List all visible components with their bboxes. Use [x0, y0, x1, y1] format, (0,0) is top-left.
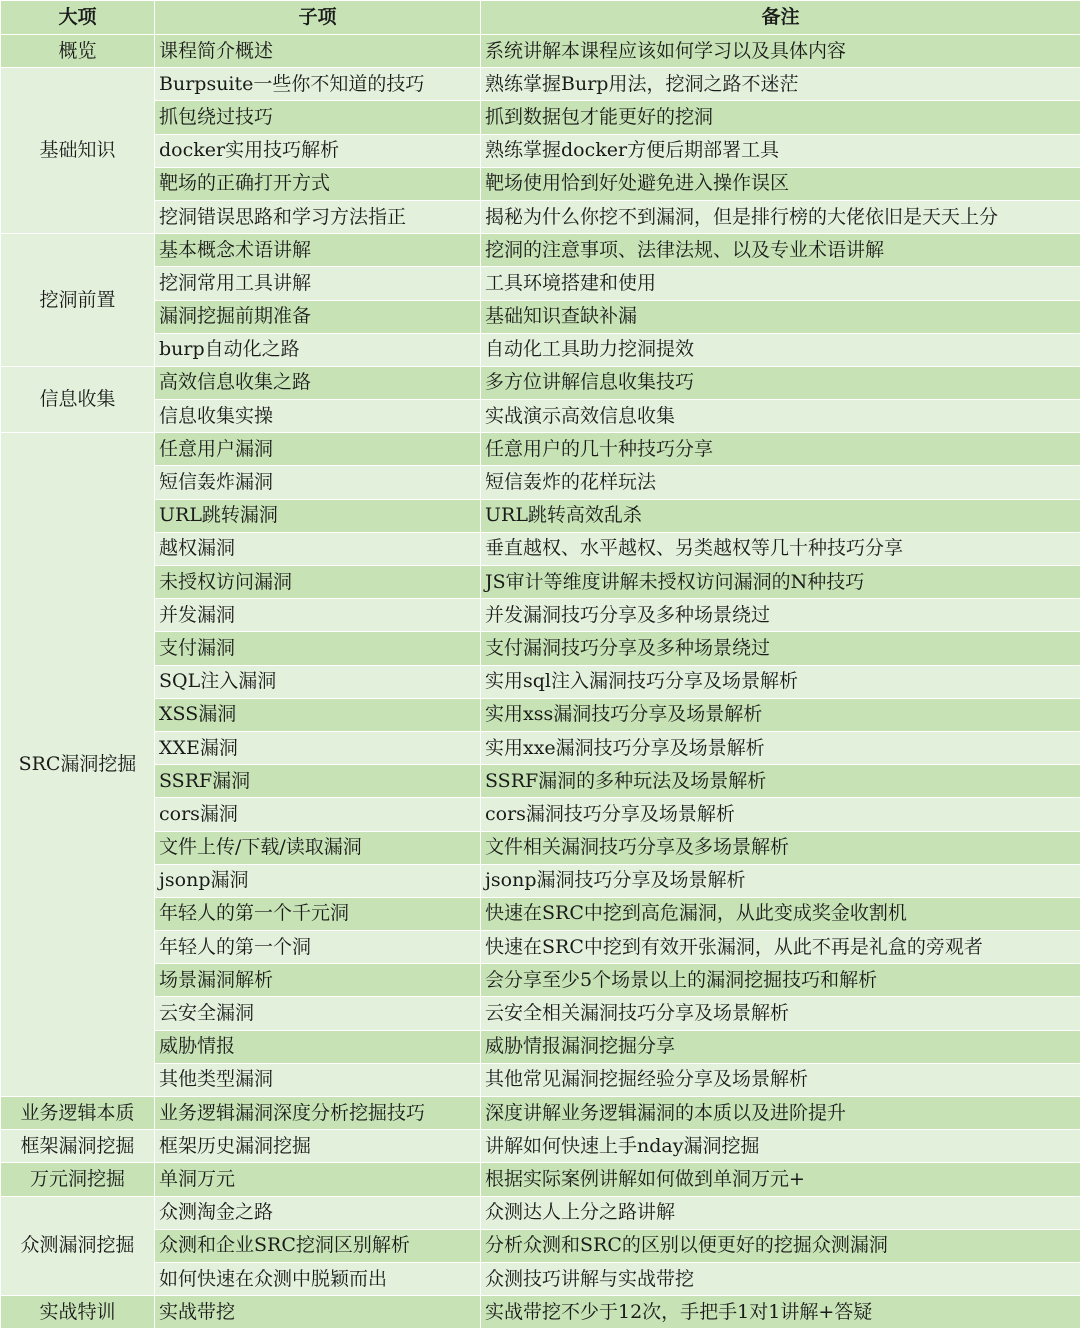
note-cell: 众测技巧讲解与实战带挖 [481, 1262, 1080, 1295]
category-cell: 信息收集 [1, 366, 155, 432]
table-row [1, 267, 1080, 300]
subitem-cell: 文件上传/下载/读取漏洞 [155, 831, 481, 864]
table-row [1, 433, 1080, 466]
subitem-cell: 单洞万元 [155, 1163, 481, 1196]
subitem-cell: 众测和企业SRC挖洞区别解析 [155, 1229, 481, 1262]
note-cell: 分析众测和SRC的区别以便更好的挖掘众测漏洞 [481, 1229, 1080, 1262]
table-row [1, 101, 1080, 134]
subitem-cell: 框架历史漏洞挖掘 [155, 1130, 481, 1163]
note-cell: 垂直越权、水平越权、另类越权等几十种技巧分享 [481, 532, 1080, 565]
table-row [1, 300, 1080, 333]
header-row [1, 1, 1080, 35]
table-row [1, 1097, 1080, 1130]
category-cell: 基础知识 [1, 68, 155, 234]
note-cell: 实用sql注入漏洞技巧分享及场景解析 [481, 665, 1080, 698]
category-cell: 挖洞前置 [1, 234, 155, 367]
subitem-cell: 众测淘金之路 [155, 1196, 481, 1229]
subitem-cell: 基本概念术语讲解 [155, 234, 481, 267]
note-cell: 并发漏洞技巧分享及多种场景绕过 [481, 599, 1080, 632]
subitem-cell: cors漏洞 [155, 798, 481, 831]
table-row [1, 897, 1080, 930]
subitem-cell: XXE漏洞 [155, 731, 481, 764]
note-cell: 文件相关漏洞技巧分享及多场景解析 [481, 831, 1080, 864]
subitem-cell: burp自动化之路 [155, 333, 481, 366]
subitem-cell: SSRF漏洞 [155, 765, 481, 798]
table-row [1, 1196, 1080, 1229]
table-row [1, 632, 1080, 665]
subitem-cell: 高效信息收集之路 [155, 366, 481, 399]
table-row [1, 931, 1080, 964]
category-cell: 实战特训 [1, 1296, 155, 1329]
table-row [1, 366, 1080, 399]
subitem-cell: 实战带挖 [155, 1296, 481, 1329]
table-body [1, 35, 1080, 1329]
subitem-cell: 支付漏洞 [155, 632, 481, 665]
subitem-cell: Burpsuite一些你不知道的技巧 [155, 68, 481, 101]
table-row [1, 1130, 1080, 1163]
category-cell: SRC漏洞挖掘 [1, 433, 155, 1097]
note-cell: 众测达人上分之路讲解 [481, 1196, 1080, 1229]
table-row [1, 35, 1080, 68]
note-cell: jsonp漏洞技巧分享及场景解析 [481, 864, 1080, 897]
subitem-cell: SQL注入漏洞 [155, 665, 481, 698]
note-cell: 云安全相关漏洞技巧分享及场景解析 [481, 997, 1080, 1030]
subitem-cell: 威胁情报 [155, 1030, 481, 1063]
note-cell: 其他常见漏洞挖掘经验分享及场景解析 [481, 1063, 1080, 1096]
table-row [1, 333, 1080, 366]
table-row [1, 1163, 1080, 1196]
note-cell: 短信轰炸的花样玩法 [481, 466, 1080, 499]
note-cell: 实用xxe漏洞技巧分享及场景解析 [481, 731, 1080, 764]
subitem-cell: jsonp漏洞 [155, 864, 481, 897]
table-row [1, 765, 1080, 798]
category-cell: 框架漏洞挖掘 [1, 1130, 155, 1163]
subitem-cell: 课程简介概述 [155, 35, 481, 68]
table-row [1, 200, 1080, 233]
table-row [1, 698, 1080, 731]
note-cell: 基础知识查缺补漏 [481, 300, 1080, 333]
table-row [1, 234, 1080, 267]
subitem-cell: 未授权访问漏洞 [155, 566, 481, 599]
table-row [1, 964, 1080, 997]
table-row [1, 566, 1080, 599]
subitem-cell: 年轻人的第一个千元洞 [155, 897, 481, 930]
note-cell: 靶场使用恰到好处避免进入操作误区 [481, 167, 1080, 200]
table-row [1, 1229, 1080, 1262]
subitem-cell: 云安全漏洞 [155, 997, 481, 1030]
note-cell: 实战演示高效信息收集 [481, 400, 1080, 433]
header-category: 大项 [1, 1, 155, 35]
subitem-cell: 越权漏洞 [155, 532, 481, 565]
table-row [1, 798, 1080, 831]
table-row [1, 997, 1080, 1030]
table-row [1, 864, 1080, 897]
category-cell: 概览 [1, 35, 155, 68]
note-cell: 工具环境搭建和使用 [481, 267, 1080, 300]
note-cell: 威胁情报漏洞挖掘分享 [481, 1030, 1080, 1063]
subitem-cell: 场景漏洞解析 [155, 964, 481, 997]
subitem-cell: URL跳转漏洞 [155, 499, 481, 532]
table-row [1, 466, 1080, 499]
note-cell: 抓到数据包才能更好的挖洞 [481, 101, 1080, 134]
table-row [1, 731, 1080, 764]
note-cell: 揭秘为什么你挖不到漏洞，但是排行榜的大佬依旧是天天上分 [481, 200, 1080, 233]
note-cell: 实用xss漏洞技巧分享及场景解析 [481, 698, 1080, 731]
subitem-cell: XSS漏洞 [155, 698, 481, 731]
note-cell: 多方位讲解信息收集技巧 [481, 366, 1080, 399]
note-cell: 快速在SRC中挖到高危漏洞，从此变成奖金收割机 [481, 897, 1080, 930]
subitem-cell: 抓包绕过技巧 [155, 101, 481, 134]
subitem-cell: 漏洞挖掘前期准备 [155, 300, 481, 333]
table-row [1, 400, 1080, 433]
subitem-cell: 年轻人的第一个洞 [155, 931, 481, 964]
table-row [1, 134, 1080, 167]
subitem-cell: 并发漏洞 [155, 599, 481, 632]
subitem-cell: docker实用技巧解析 [155, 134, 481, 167]
subitem-cell: 挖洞错误思路和学习方法指正 [155, 200, 481, 233]
note-cell: 根据实际案例讲解如何做到单洞万元+ [481, 1163, 1080, 1196]
category-cell: 业务逻辑本质 [1, 1097, 155, 1130]
table-row [1, 1296, 1080, 1329]
table-row [1, 665, 1080, 698]
note-cell: 熟练掌握docker方便后期部署工具 [481, 134, 1080, 167]
subitem-cell: 其他类型漏洞 [155, 1063, 481, 1096]
note-cell: 自动化工具助力挖洞提效 [481, 333, 1080, 366]
subitem-cell: 短信轰炸漏洞 [155, 466, 481, 499]
subitem-cell: 信息收集实操 [155, 400, 481, 433]
note-cell: cors漏洞技巧分享及场景解析 [481, 798, 1080, 831]
table-row [1, 68, 1080, 101]
header-note: 备注 [481, 1, 1080, 35]
note-cell: 快速在SRC中挖到有效开张漏洞，从此不再是礼盒的旁观者 [481, 931, 1080, 964]
header-subitem: 子项 [155, 1, 481, 35]
table-row [1, 499, 1080, 532]
subitem-cell: 如何快速在众测中脱颖而出 [155, 1262, 481, 1295]
table-row [1, 831, 1080, 864]
note-cell: 任意用户的几十种技巧分享 [481, 433, 1080, 466]
table-row [1, 1030, 1080, 1063]
table-row [1, 599, 1080, 632]
note-cell: URL跳转高效乱杀 [481, 499, 1080, 532]
subitem-cell: 靶场的正确打开方式 [155, 167, 481, 200]
note-cell: 支付漏洞技巧分享及多种场景绕过 [481, 632, 1080, 665]
note-cell: 实战带挖不少于12次，手把手1对1讲解+答疑 [481, 1296, 1080, 1329]
table-row [1, 532, 1080, 565]
note-cell: 讲解如何快速上手nday漏洞挖掘 [481, 1130, 1080, 1163]
table-row [1, 1063, 1080, 1096]
note-cell: 系统讲解本课程应该如何学习以及具体内容 [481, 35, 1080, 68]
note-cell: 熟练掌握Burp用法，挖洞之路不迷茫 [481, 68, 1080, 101]
note-cell: JS审计等维度讲解未授权访问漏洞的N种技巧 [481, 566, 1080, 599]
table-row [1, 1262, 1080, 1295]
subitem-cell: 挖洞常用工具讲解 [155, 267, 481, 300]
category-cell: 众测漏洞挖掘 [1, 1196, 155, 1296]
category-cell: 万元洞挖掘 [1, 1163, 155, 1196]
note-cell: 挖洞的注意事项、法律法规、以及专业术语讲解 [481, 234, 1080, 267]
note-cell: 深度讲解业务逻辑漏洞的本质以及进阶提升 [481, 1097, 1080, 1130]
table-row [1, 167, 1080, 200]
note-cell: 会分享至少5个场景以上的漏洞挖掘技巧和解析 [481, 964, 1080, 997]
subitem-cell: 任意用户漏洞 [155, 433, 481, 466]
note-cell: SSRF漏洞的多种玩法及场景解析 [481, 765, 1080, 798]
subitem-cell: 业务逻辑漏洞深度分析挖掘技巧 [155, 1097, 481, 1130]
